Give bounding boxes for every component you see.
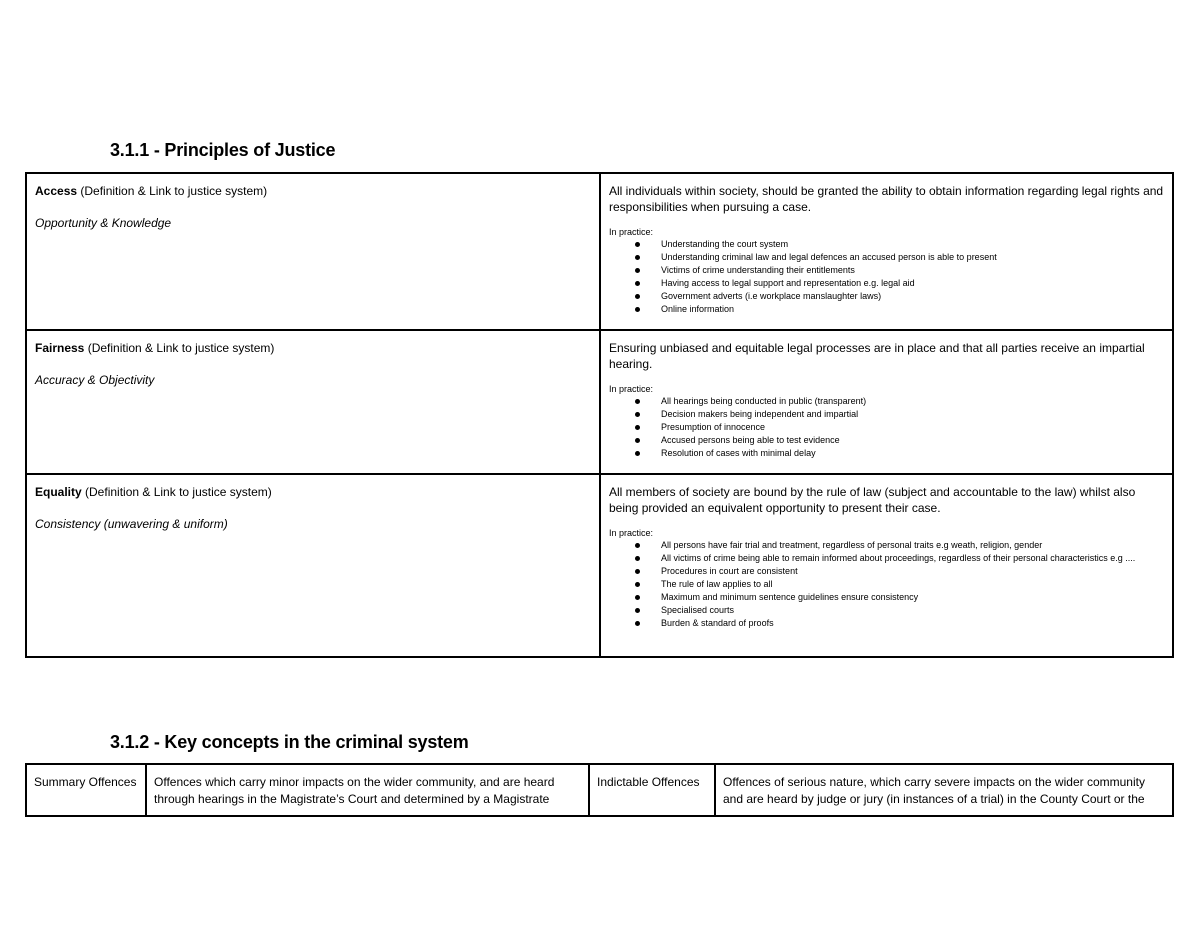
practice-list <box>635 238 1164 316</box>
table-row <box>26 764 1173 816</box>
term-summary-offences: Summary Offences <box>26 764 146 816</box>
list-item: Accused persons being able to test evidence <box>635 434 1164 447</box>
definition-cell <box>600 173 1173 330</box>
list-item: Understanding the court system <box>635 238 1164 251</box>
principles-table <box>25 172 1174 658</box>
list-item: Burden & standard of proofs <box>635 617 1164 630</box>
list-item: Presumption of innocence <box>635 421 1164 434</box>
definition-text: All individuals within society, should be granted the ability to obtain information regarding legal rights and responsibilities when pursuing a case. <box>609 184 1164 214</box>
term-title <box>35 340 591 356</box>
list-item: Resolution of cases with minimal delay <box>635 447 1164 460</box>
practice-list <box>635 395 1164 460</box>
list-item: All hearings being conducted in public (transparent) <box>635 395 1164 408</box>
list-item: Specialised courts <box>635 604 1164 617</box>
in-practice-label: In practice: <box>609 528 654 538</box>
term-subtitle: Opportunity & Knowledge <box>35 216 172 230</box>
list-item: Victims of crime understanding their entitlements <box>635 264 1164 277</box>
list-item: All victims of crime being able to remain informed about proceedings, regardless of their personal characteristics e.g .... <box>635 552 1164 565</box>
table-row-equality <box>26 474 1173 657</box>
term-cell <box>26 330 600 474</box>
term-suffix: (Definition & Link to justice system) <box>81 485 272 499</box>
list-item: Online information <box>635 303 1164 316</box>
section-heading-key-concepts: 3.1.2 - Key concepts in the criminal system <box>110 732 469 752</box>
list-item: Having access to legal support and representation e.g. legal aid <box>635 277 1164 290</box>
table-row-fairness <box>26 330 1173 474</box>
term-subtitle: Consistency (unwavering & uniform) <box>35 517 228 531</box>
definition-cell <box>600 330 1173 474</box>
key-concepts-table <box>25 763 1174 817</box>
term-cell <box>26 173 600 330</box>
list-item: Understanding criminal law and legal defences an accused person is able to present <box>635 251 1164 264</box>
list-item: Government adverts (i.e workplace manslaughter laws) <box>635 290 1164 303</box>
definition-cell <box>600 474 1173 657</box>
list-item: Decision makers being independent and impartial <box>635 408 1164 421</box>
table-row-access <box>26 173 1173 330</box>
definition-indictable-offences: Offences of serious nature, which carry severe impacts on the wider community and are heard by judge or jury (in instances of a trial) in the County Court or the <box>715 764 1173 816</box>
section-heading-principles: 3.1.1 - Principles of Justice <box>110 140 336 160</box>
definition-text: Ensuring unbiased and equitable legal processes are in place and that all parties receive an impartial hearing. <box>609 341 1145 371</box>
term-suffix: (Definition & Link to justice system) <box>84 341 275 355</box>
list-item: Procedures in court are consistent <box>635 565 1164 578</box>
term-cell <box>26 474 600 657</box>
in-practice-label: In practice: <box>609 384 654 394</box>
term-name: Fairness <box>35 341 85 355</box>
term-title <box>35 183 591 199</box>
list-item: Maximum and minimum sentence guidelines ensure consistency <box>635 591 1164 604</box>
practice-list <box>635 539 1164 630</box>
list-item: The rule of law applies to all <box>635 578 1164 591</box>
term-name: Access <box>35 184 78 198</box>
list-item: All persons have fair trial and treatment, regardless of personal traits e.g weath, religion, gender <box>635 539 1164 552</box>
term-indictable-offences: Indictable Offences <box>589 764 715 816</box>
term-name: Equality <box>35 485 82 499</box>
term-title <box>35 484 591 500</box>
in-practice-label: In practice: <box>609 227 654 237</box>
definition-text: All members of society are bound by the rule of law (subject and accountable to the law) whilst also being provided an equivalent opportunity to present their case. <box>609 485 1136 515</box>
term-suffix: (Definition & Link to justice system) <box>77 184 268 198</box>
definition-summary-offences: Offences which carry minor impacts on the wider community, and are heard through hearings in the Magistrate’s Court and determined by a Magistrate <box>146 764 589 816</box>
term-subtitle: Accuracy & Objectivity <box>35 373 155 387</box>
